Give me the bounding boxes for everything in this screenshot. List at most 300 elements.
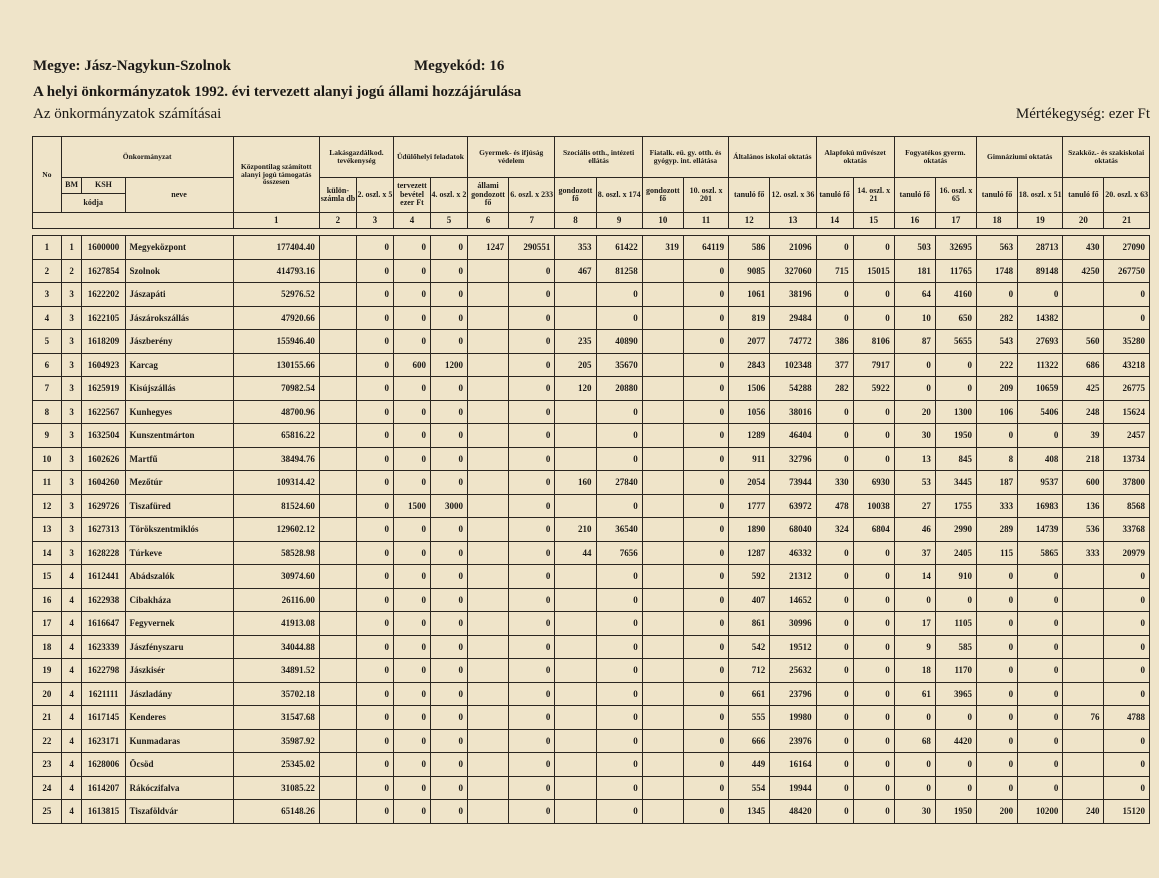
total-value: 155946.40 [233, 330, 319, 354]
bm-code: 3 [61, 541, 82, 565]
value-cell [642, 424, 683, 448]
value-cell: 0 [853, 729, 894, 753]
value-cell: 27840 [596, 471, 642, 495]
total-value: 26116.00 [233, 588, 319, 612]
value-cell: 0 [853, 447, 894, 471]
value-cell: 0 [1018, 682, 1063, 706]
group-header: Alapfokú művészet oktatás [816, 137, 894, 178]
value-cell: 0 [356, 447, 393, 471]
value-cell: 0 [393, 659, 430, 683]
value-cell: 0 [509, 353, 555, 377]
value-cell [319, 306, 356, 330]
col-number: 7 [509, 213, 555, 229]
value-cell: 0 [1018, 565, 1063, 589]
value-cell: 240 [1063, 800, 1104, 824]
value-cell: 17 [894, 612, 935, 636]
value-cell: 0 [976, 424, 1017, 448]
value-cell: 0 [430, 400, 467, 424]
value-cell: 377 [816, 353, 853, 377]
bm-code: 4 [61, 682, 82, 706]
value-cell: 63972 [770, 494, 816, 518]
table-row [33, 565, 1150, 589]
value-cell: 1170 [935, 659, 976, 683]
value-cell: 0 [1018, 776, 1063, 800]
ksh-code: 1627854 [82, 259, 125, 283]
value-cell [319, 800, 356, 824]
value-cell: 503 [894, 236, 935, 260]
bm-code: 3 [61, 377, 82, 401]
value-cell: 5406 [1018, 400, 1063, 424]
value-cell: 0 [853, 682, 894, 706]
value-cell: 0 [1104, 776, 1150, 800]
value-cell [467, 800, 508, 824]
value-cell: 425 [1063, 377, 1104, 401]
value-cell [467, 447, 508, 471]
municipality-name: Karcag [125, 353, 233, 377]
ksh-code: 1621111 [82, 682, 125, 706]
municipality-name: Öcsöd [125, 753, 233, 777]
table-row [33, 353, 1150, 377]
value-cell [467, 588, 508, 612]
value-cell [642, 706, 683, 730]
bm-code: 3 [61, 518, 82, 542]
value-cell: 543 [976, 330, 1017, 354]
value-cell: 0 [683, 259, 728, 283]
value-cell: 0 [894, 377, 935, 401]
ksh-code: 1618209 [82, 330, 125, 354]
value-cell: 0 [894, 353, 935, 377]
table-row [33, 424, 1150, 448]
value-cell [555, 565, 596, 589]
value-cell [1063, 635, 1104, 659]
value-cell: 187 [976, 471, 1017, 495]
ksh-code: 1602626 [82, 447, 125, 471]
value-cell: 1287 [729, 541, 770, 565]
value-cell: 0 [1018, 588, 1063, 612]
value-cell: 0 [683, 494, 728, 518]
value-cell: 0 [393, 588, 430, 612]
value-cell: 61422 [596, 236, 642, 260]
row-number: 10 [33, 447, 62, 471]
value-cell: 0 [509, 635, 555, 659]
subhead: 4. oszl. x 2 [430, 178, 467, 213]
table-row [33, 659, 1150, 683]
value-cell [555, 706, 596, 730]
value-cell: 10200 [1018, 800, 1063, 824]
document-title: A helyi önkormányzatok 1992. évi tervezett alanyi jogú állami hozzájárulása [33, 84, 522, 100]
value-cell: 1345 [729, 800, 770, 824]
value-cell: 0 [853, 612, 894, 636]
value-cell: 48420 [770, 800, 816, 824]
value-cell: 0 [1104, 306, 1150, 330]
value-cell [642, 447, 683, 471]
col-no: No [33, 137, 62, 213]
col-number: 11 [683, 213, 728, 229]
value-cell [555, 729, 596, 753]
subhead: 14. oszl. x 21 [853, 178, 894, 213]
value-cell: 205 [555, 353, 596, 377]
municipality-name: Kunmadaras [125, 729, 233, 753]
total-value: 414793.16 [233, 259, 319, 283]
table-row [33, 682, 1150, 706]
value-cell: 592 [729, 565, 770, 589]
col-number: 21 [1104, 213, 1150, 229]
municipality-name: Törökszentmiklós [125, 518, 233, 542]
total-value: 41913.08 [233, 612, 319, 636]
value-cell: 0 [509, 588, 555, 612]
value-cell: 8 [976, 447, 1017, 471]
value-cell [467, 541, 508, 565]
value-cell: 586 [729, 236, 770, 260]
total-value: 38494.76 [233, 447, 319, 471]
total-value: 130155.66 [233, 353, 319, 377]
value-cell [467, 706, 508, 730]
municipality-name: Cibakháza [125, 588, 233, 612]
value-cell: 0 [1104, 682, 1150, 706]
value-cell: 14382 [1018, 306, 1063, 330]
value-cell: 661 [729, 682, 770, 706]
municipality-name: Jászapáti [125, 283, 233, 307]
value-cell [555, 424, 596, 448]
value-cell [467, 565, 508, 589]
value-cell: 430 [1063, 236, 1104, 260]
table-row [33, 518, 1150, 542]
value-cell: 449 [729, 753, 770, 777]
value-cell: 20979 [1104, 541, 1150, 565]
value-cell: 0 [430, 776, 467, 800]
row-number: 16 [33, 588, 62, 612]
value-cell: 0 [683, 635, 728, 659]
value-cell [319, 259, 356, 283]
value-cell: 0 [976, 588, 1017, 612]
table-row [33, 447, 1150, 471]
value-cell: 0 [1104, 635, 1150, 659]
value-cell: 0 [683, 659, 728, 683]
value-cell: 23796 [770, 682, 816, 706]
value-cell: 25632 [770, 659, 816, 683]
county-code-label: Megyekód: 16 [414, 58, 505, 74]
value-cell: 2990 [935, 518, 976, 542]
col-number: 15 [853, 213, 894, 229]
bm-code: 4 [61, 588, 82, 612]
value-cell: 0 [596, 776, 642, 800]
row-number: 1 [33, 236, 62, 260]
value-cell [467, 776, 508, 800]
value-cell [467, 353, 508, 377]
subhead: 2. oszl. x 5 [356, 178, 393, 213]
value-cell: 200 [976, 800, 1017, 824]
value-cell [555, 800, 596, 824]
subhead: 18. oszl. x 51 [1018, 178, 1063, 213]
value-cell: 0 [853, 236, 894, 260]
value-cell: 4250 [1063, 259, 1104, 283]
value-cell: 19944 [770, 776, 816, 800]
value-cell: 3445 [935, 471, 976, 495]
total-value: 109314.42 [233, 471, 319, 495]
value-cell [319, 541, 356, 565]
col-ksh: KSH [82, 178, 125, 194]
value-cell: 23976 [770, 729, 816, 753]
col-number: 9 [596, 213, 642, 229]
value-cell: 0 [430, 447, 467, 471]
value-cell: 0 [853, 306, 894, 330]
value-cell: 68040 [770, 518, 816, 542]
value-cell: 0 [976, 776, 1017, 800]
municipality-name: Kunszentmárton [125, 424, 233, 448]
value-cell: 536 [1063, 518, 1104, 542]
value-cell: 0 [356, 471, 393, 495]
value-cell: 0 [683, 330, 728, 354]
value-cell: 0 [356, 283, 393, 307]
value-cell: 0 [430, 424, 467, 448]
row-number: 24 [33, 776, 62, 800]
value-cell [467, 400, 508, 424]
table-row [33, 330, 1150, 354]
value-cell: 0 [683, 541, 728, 565]
value-cell: 0 [853, 659, 894, 683]
table-header [33, 137, 1150, 236]
value-cell: 0 [596, 753, 642, 777]
row-number: 12 [33, 494, 62, 518]
value-cell [555, 283, 596, 307]
value-cell: 14652 [770, 588, 816, 612]
value-cell: 11765 [935, 259, 976, 283]
value-cell: 0 [356, 518, 393, 542]
value-cell: 0 [430, 612, 467, 636]
value-cell [642, 729, 683, 753]
document-subtitle: Az önkormányzatok számításai [33, 106, 222, 122]
row-number: 19 [33, 659, 62, 683]
row-number: 17 [33, 612, 62, 636]
unit-label: Mértékegység: ezer Ft [1015, 106, 1150, 122]
value-cell: 0 [430, 541, 467, 565]
total-value: 35987.92 [233, 729, 319, 753]
value-cell: 40890 [596, 330, 642, 354]
bm-code: 4 [61, 729, 82, 753]
total-value: 70982.54 [233, 377, 319, 401]
value-cell: 5922 [853, 377, 894, 401]
value-cell: 0 [683, 753, 728, 777]
ksh-code: 1632504 [82, 424, 125, 448]
municipality-name: Abádszalók [125, 565, 233, 589]
value-cell: 30996 [770, 612, 816, 636]
value-cell: 353 [555, 236, 596, 260]
total-value: 177404.40 [233, 236, 319, 260]
municipality-name: Túrkeve [125, 541, 233, 565]
bm-code: 3 [61, 471, 82, 495]
municipality-name: Jászladány [125, 682, 233, 706]
value-cell: 0 [1104, 588, 1150, 612]
value-cell: 0 [509, 800, 555, 824]
value-cell: 3965 [935, 682, 976, 706]
value-cell: 30 [894, 424, 935, 448]
value-cell: 386 [816, 330, 853, 354]
value-cell: 0 [596, 588, 642, 612]
value-cell [555, 753, 596, 777]
value-cell: 0 [509, 306, 555, 330]
value-cell: 53 [894, 471, 935, 495]
value-cell: 0 [1104, 565, 1150, 589]
value-cell: 20 [894, 400, 935, 424]
ksh-code: 1627313 [82, 518, 125, 542]
value-cell [319, 682, 356, 706]
bm-code: 3 [61, 400, 82, 424]
value-cell: 0 [894, 753, 935, 777]
group-header: Szakköz.- és szakiskolai oktatás [1063, 137, 1150, 178]
value-cell: 1755 [935, 494, 976, 518]
value-cell: 0 [393, 259, 430, 283]
bm-code: 3 [61, 330, 82, 354]
value-cell: 1105 [935, 612, 976, 636]
municipality-name: Rákóczifalva [125, 776, 233, 800]
row-number: 3 [33, 283, 62, 307]
value-cell [642, 259, 683, 283]
value-cell: 333 [1063, 541, 1104, 565]
value-cell [555, 494, 596, 518]
municipality-name: Tiszaföldvár [125, 800, 233, 824]
value-cell: 0 [1018, 635, 1063, 659]
value-cell: 0 [1018, 729, 1063, 753]
value-cell: 290551 [509, 236, 555, 260]
row-number: 20 [33, 682, 62, 706]
value-cell: 0 [683, 518, 728, 542]
value-cell [555, 682, 596, 706]
col-number: 3 [356, 213, 393, 229]
value-cell [319, 283, 356, 307]
value-cell [319, 729, 356, 753]
value-cell: 0 [356, 377, 393, 401]
value-cell: 0 [509, 259, 555, 283]
subhead: tanuló fő [729, 178, 770, 213]
value-cell: 0 [935, 588, 976, 612]
value-cell [642, 659, 683, 683]
value-cell: 222 [976, 353, 1017, 377]
value-cell [467, 283, 508, 307]
value-cell: 18 [894, 659, 935, 683]
value-cell: 2077 [729, 330, 770, 354]
value-cell: 0 [596, 612, 642, 636]
value-cell: 11322 [1018, 353, 1063, 377]
value-cell: 554 [729, 776, 770, 800]
value-cell: 0 [356, 236, 393, 260]
value-cell: 0 [356, 800, 393, 824]
bm-code: 4 [61, 612, 82, 636]
table-row [33, 753, 1150, 777]
subhead: 10. oszl. x 201 [683, 178, 728, 213]
value-cell: 1748 [976, 259, 1017, 283]
value-cell: 0 [509, 494, 555, 518]
value-cell: 2054 [729, 471, 770, 495]
value-cell: 0 [393, 612, 430, 636]
value-cell: 0 [683, 729, 728, 753]
value-cell: 0 [596, 447, 642, 471]
value-cell: 0 [853, 400, 894, 424]
value-cell: 715 [816, 259, 853, 283]
municipality-name: Jászfényszaru [125, 635, 233, 659]
value-cell: 0 [393, 729, 430, 753]
total-value: 65816.22 [233, 424, 319, 448]
value-cell: 0 [356, 259, 393, 283]
value-cell: 0 [393, 283, 430, 307]
row-number: 18 [33, 635, 62, 659]
value-cell: 2843 [729, 353, 770, 377]
value-cell: 4160 [935, 283, 976, 307]
total-value: 52976.52 [233, 283, 319, 307]
value-cell: 14739 [1018, 518, 1063, 542]
value-cell [1063, 306, 1104, 330]
value-cell: 666 [729, 729, 770, 753]
col-number: 1 [233, 213, 319, 229]
value-cell: 0 [356, 330, 393, 354]
value-cell: 0 [393, 236, 430, 260]
value-cell: 0 [356, 565, 393, 589]
value-cell [319, 330, 356, 354]
col-kozpontilag: Központilag számított alanyi jogú támogatás összesen [233, 137, 319, 213]
value-cell [467, 518, 508, 542]
value-cell: 10659 [1018, 377, 1063, 401]
value-cell: 0 [596, 306, 642, 330]
value-cell: 1247 [467, 236, 508, 260]
value-cell: 819 [729, 306, 770, 330]
value-cell: 15624 [1104, 400, 1150, 424]
value-cell: 64 [894, 283, 935, 307]
value-cell: 0 [509, 729, 555, 753]
value-cell: 0 [816, 776, 853, 800]
ksh-code: 1617145 [82, 706, 125, 730]
value-cell: 46332 [770, 541, 816, 565]
value-cell: 0 [393, 753, 430, 777]
value-cell [319, 635, 356, 659]
col-number: 18 [976, 213, 1017, 229]
row-number: 5 [33, 330, 62, 354]
value-cell [467, 306, 508, 330]
total-value: 31547.68 [233, 706, 319, 730]
value-cell: 0 [976, 635, 1017, 659]
row-number: 21 [33, 706, 62, 730]
value-cell [319, 353, 356, 377]
value-cell [555, 659, 596, 683]
value-cell: 0 [853, 635, 894, 659]
value-cell [1063, 682, 1104, 706]
value-cell: 2457 [1104, 424, 1150, 448]
group-header: Lakásgazdálkod. tevékenység [319, 137, 393, 178]
table-row [33, 306, 1150, 330]
bm-code: 4 [61, 706, 82, 730]
value-cell: 43218 [1104, 353, 1150, 377]
county-label: Megye: Jász-Nagykun-Szolnok [33, 58, 231, 74]
value-cell [1063, 659, 1104, 683]
value-cell [319, 659, 356, 683]
value-cell: 248 [1063, 400, 1104, 424]
value-cell: 408 [1018, 447, 1063, 471]
value-cell: 1500 [393, 494, 430, 518]
value-cell [319, 447, 356, 471]
value-cell: 0 [356, 612, 393, 636]
value-cell: 0 [816, 588, 853, 612]
table-row [33, 729, 1150, 753]
value-cell: 0 [976, 283, 1017, 307]
bm-code: 4 [61, 659, 82, 683]
value-cell: 0 [976, 753, 1017, 777]
municipality-name: Megyeközpont [125, 236, 233, 260]
row-number: 14 [33, 541, 62, 565]
col-number: 4 [393, 213, 430, 229]
ksh-code: 1622105 [82, 306, 125, 330]
value-cell: 209 [976, 377, 1017, 401]
group-header: Fogyatékos gyerm. oktatás [894, 137, 976, 178]
subhead: tanuló fő [976, 178, 1017, 213]
value-cell [642, 612, 683, 636]
